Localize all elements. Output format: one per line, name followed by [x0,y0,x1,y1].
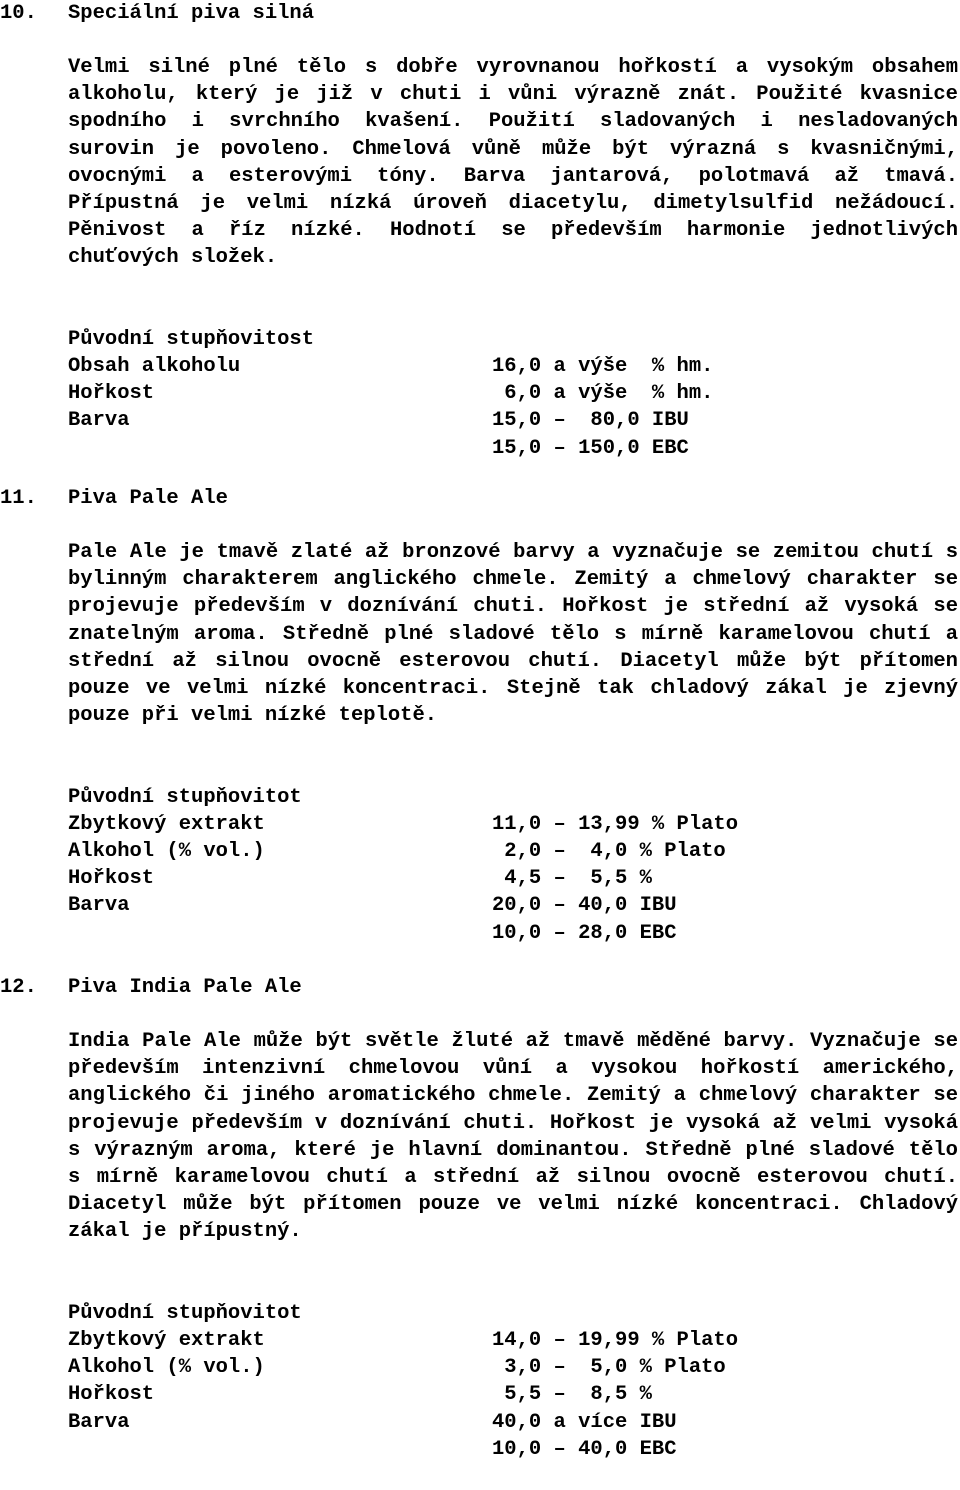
spec-label: Původní stupňovitot [68,785,302,809]
spec-label: Alkohol (% vol.) [68,840,265,863]
spec-value: 10,0 – 40,0 EBC [492,1437,677,1461]
spec-value: 5,5 – 8,5 % [492,1383,652,1407]
spec-label: Hořkost [68,1383,155,1407]
section-number: 11. [0,487,37,510]
spec-label: Hořkost [68,382,155,406]
spec-value: 3,0 – 5,0 % Plato [492,1356,726,1380]
spec-label: Barva [68,1410,130,1434]
section-11 [0,485,960,945]
section-number: 12. [0,976,37,999]
spec-value: 10,0 – 28,0 EBC [492,921,677,945]
spec-value: 20,0 – 40,0 IBU [492,894,677,918]
spec-label: Alkohol (% vol.) [68,1356,265,1380]
spec-label: Zbytkový extrakt [68,812,265,836]
section-10 [0,0,960,460]
section-title: Speciální piva silná [68,2,315,25]
section-heading [0,0,960,27]
spec-value: 14,0 – 19,99 % Plato [492,1329,739,1353]
spec-value: 6,0 a výše % hm. [492,382,714,406]
spec-table [68,1273,960,1461]
section-heading [0,974,960,1001]
section-number: 10. [0,2,37,25]
section-description: India Pale Ale může být světle žluté až tmavě měděné barvy. Vyznačuje se především intenzivní chmelovou vůní a vysokou hořkostí amerického, anglického či jiného aromatického chmele. Zemitý a chmelový charakter se projevuje především v doznívání chuti. Hořkost je vysoká až velmi vysoká s výrazným aroma, které je hlavní dominantou. Středně plné sladové tělo s mírně karamelovou chutí a střední až silnou ovocně esterovou chutí. Diacetyl může být přítomen pouze ve velmi nízké koncentraci. Chladový zákal je přípustný. [68,1030,958,1244]
spec-value: 15,0 – 80,0 IBU [492,409,689,433]
section-description: Velmi silné plné tělo s dobře vyrovnanou hořkostí a vysokým obsahem alkoholu, který je již v chuti i vůni výrazně znát. Použité kvasnice spodního i svrchního kvašení. Použití sladovaných i nesladovaných surovin je povoleno. Chmelová vůně může být výrazná s kvasničnými, ovocnými a esterovými tóny. Barva jantarová, polotmavá až tmavá. Přípustná je velmi nízká úroveň diacetylu, dimetylsulfid nežádoucí. Pěnivost a říz nízké. Hodnotí se především harmonie jednotlivých chuťových složek. [68,56,958,270]
spec-label: Barva [68,894,130,918]
spec-value: 40,0 a více IBU [492,1410,677,1434]
spec-value: 11,0 – 13,99 % Plato [492,812,739,836]
spec-label: Původní stupňovitot [68,1301,302,1325]
spec-label: Barva [68,409,130,433]
spec-table [68,756,960,945]
section-title: Piva Pale Ale [68,487,228,510]
spec-label: Obsah alkoholu [68,355,241,379]
section-title: Piva India Pale Ale [68,976,302,999]
spec-label: Hořkost [68,867,155,891]
spec-value: 16,0 a výše % hm. [492,355,714,379]
section-heading [0,485,960,512]
spec-table [68,299,960,460]
spec-label: Zbytkový extrakt [68,1329,265,1353]
spec-label: Původní stupňovitost [68,327,315,351]
spec-value: 4,5 – 5,5 % [492,867,652,891]
section-12 [0,974,960,1461]
spec-value: 15,0 – 150,0 EBC [492,436,689,460]
section-description: Pale Ale je tmavě zlaté až bronzové barvy a vyznačuje se zemitou chutí s bylinným charakterem anglického chmele. Zemitý a chmelový charakter se projevuje především v doznívání chuti. Hořkost je střední až vysoká se znatelným aroma. Středně plné sladové tělo s mírně karamelovou chutí a střední až silnou ovocně esterovou chutí. Diacetyl může být přítomen pouze ve velmi nízké koncentraci. Stejně tak chladový zákal je zjevný pouze při velmi nízké teplotě. [68,541,958,728]
spec-value: 2,0 – 4,0 % Plato [492,840,726,864]
